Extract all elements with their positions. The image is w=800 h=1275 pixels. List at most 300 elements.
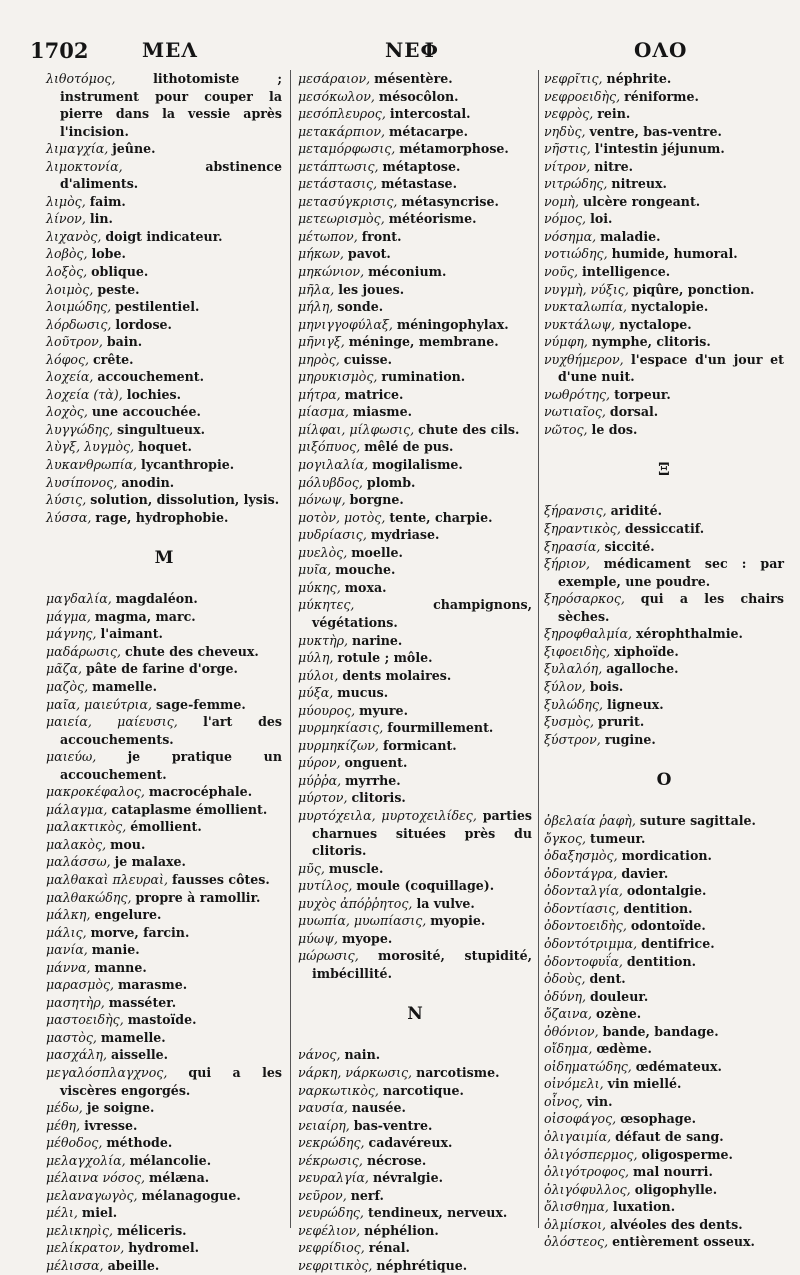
french-definition: mal nourri.: [633, 1164, 713, 1180]
french-definition: parties charnues situées près du clitoris.: [312, 807, 532, 859]
greek-headword: μαγδαλία,: [46, 591, 116, 607]
greek-headword: μαλάσσω,: [46, 854, 115, 870]
dictionary-entry: [544, 1198, 784, 1216]
column-divider: [538, 70, 539, 1228]
french-definition: rumination.: [381, 369, 466, 385]
french-definition: formicant.: [382, 737, 457, 753]
dictionary-entry: [544, 1075, 784, 1093]
dictionary-entry: [544, 643, 784, 661]
dictionary-entry: [298, 438, 532, 456]
dictionary-entry: [46, 818, 282, 836]
dictionary-entry: [544, 502, 784, 520]
dictionary-entry: [298, 368, 532, 386]
greek-headword: ὀλιγόσπερμος,: [544, 1146, 642, 1162]
dictionary-entry: [298, 228, 532, 246]
dictionary-entry: [544, 281, 784, 299]
french-definition: anodin.: [121, 474, 175, 490]
french-definition: alvéoles des dents.: [610, 1216, 743, 1232]
french-definition: narine.: [352, 632, 403, 648]
column-divider: [290, 70, 291, 1228]
dictionary-entry: [544, 830, 784, 848]
running-head-right: ΟΛΟ: [634, 38, 688, 62]
greek-headword: ξηρόσαρκος,: [544, 591, 641, 607]
french-definition: solution, dissolution, lysis.: [90, 492, 280, 508]
greek-headword: νειαίρη,: [298, 1117, 354, 1133]
dictionary-entry: [298, 754, 532, 772]
dictionary-entry: [544, 1163, 784, 1181]
greek-headword: ὀδοντοφυΐα,: [544, 953, 627, 969]
dictionary-entry: [46, 438, 282, 456]
greek-headword: ὀθόνιον,: [544, 1023, 603, 1039]
dictionary-entry: [298, 386, 532, 404]
greek-headword: μανία,: [46, 942, 92, 958]
dictionary-entry: [298, 1064, 532, 1082]
greek-headword: μίασμα,: [298, 404, 353, 420]
dictionary-entry: [298, 1169, 532, 1187]
french-definition: myure.: [359, 702, 408, 718]
greek-headword: μάγνης,: [46, 626, 101, 642]
greek-headword: λυκανθρωπία,: [46, 457, 142, 473]
dictionary-entry: [46, 994, 282, 1012]
dictionary-entry: [544, 1023, 784, 1041]
french-definition: bois.: [589, 678, 624, 694]
french-definition: doigt indicateur.: [105, 228, 223, 244]
french-definition: magma, marc.: [94, 608, 196, 624]
dictionary-entry: [46, 941, 282, 959]
french-definition: mélanagogue.: [141, 1187, 241, 1203]
french-definition: nitre.: [594, 158, 634, 174]
dictionary-entry: [298, 1257, 532, 1275]
dictionary-entry: [46, 228, 282, 246]
french-definition: crête.: [93, 351, 134, 367]
greek-headword: νεφριτικὸς,: [298, 1258, 377, 1273]
french-definition: myrrhe.: [345, 772, 401, 788]
dictionary-entry: [298, 298, 532, 316]
greek-headword: νευρώδης,: [298, 1205, 368, 1221]
french-definition: métaptose.: [382, 158, 461, 174]
french-definition: suture sagittale.: [639, 813, 756, 829]
dictionary-entry: [544, 538, 784, 556]
greek-headword: μεσόπλευρος,: [298, 106, 390, 122]
french-definition: tente, charpie.: [389, 509, 493, 525]
greek-headword: ξηραντικὸς,: [544, 521, 625, 537]
greek-headword: νεκρώδης,: [298, 1135, 369, 1151]
greek-headword: ὀβελαία ῥαφὴ,: [544, 813, 640, 829]
french-definition: ulcère rongeant.: [582, 193, 701, 209]
french-definition: méliceris.: [117, 1222, 187, 1238]
greek-headword: μασχάλη,: [46, 1047, 111, 1063]
dictionary-entry: [46, 281, 282, 299]
dictionary-entry: [298, 1239, 532, 1257]
dictionary-entry: [46, 245, 282, 263]
french-definition: mastoïde.: [127, 1012, 197, 1028]
french-definition: macrocéphale.: [148, 784, 253, 800]
french-definition: luxation.: [612, 1199, 676, 1215]
dictionary-entry: [298, 702, 532, 720]
greek-headword: ὀδοντοειδὴς,: [544, 918, 631, 934]
french-definition: douleur.: [590, 988, 649, 1004]
dictionary-entry: [46, 1239, 282, 1257]
greek-headword: μεγαλόσπλαγχνος,: [46, 1064, 189, 1080]
greek-headword: ξηροφθαλμία,: [544, 626, 636, 642]
greek-headword: ὄζαινα,: [544, 1006, 597, 1022]
french-definition: vin.: [586, 1093, 613, 1109]
dictionary-entry: [46, 1204, 282, 1222]
french-definition: peste.: [97, 281, 140, 297]
greek-headword: μαῖα, μαιεύτρια,: [46, 696, 156, 712]
section-letter-m: M: [154, 548, 174, 569]
greek-headword: μάλις,: [46, 924, 91, 940]
greek-headword: μάννα,: [46, 959, 95, 975]
dictionary-entry: [298, 930, 532, 948]
french-definition: miasme.: [352, 404, 413, 420]
greek-headword: νυκταλωπία,: [544, 299, 632, 315]
greek-headword: ξυλαλόη,: [544, 661, 607, 677]
dictionary-entry: [544, 351, 784, 386]
dictionary-entry: [298, 1222, 532, 1240]
dictionary-entry: [46, 351, 282, 369]
greek-headword: μυκτὴρ,: [298, 632, 353, 648]
dictionary-entry: [298, 561, 532, 579]
greek-headword: νωθρότης,: [544, 386, 615, 402]
dictionary-entry: [544, 812, 784, 830]
dictionary-entry: [544, 1005, 784, 1023]
french-definition: dent.: [589, 971, 626, 987]
greek-headword: μῦς,: [298, 860, 329, 876]
greek-headword: νῶτος,: [544, 421, 592, 437]
dictionary-entry: [46, 783, 282, 801]
dictionary-entry: [46, 316, 282, 334]
french-definition: singultueux.: [117, 421, 205, 437]
dictionary-entry: [298, 456, 532, 474]
dictionary-entry: [298, 281, 532, 299]
french-definition: métastase.: [381, 176, 457, 192]
french-definition: sage-femme.: [156, 696, 246, 712]
running-head-center: ΝΕΦ: [385, 38, 439, 62]
dictionary-entry: [298, 333, 532, 351]
greek-headword: ὀδύνη,: [544, 988, 591, 1004]
greek-headword: ὀδαξησμὸς,: [544, 848, 622, 864]
french-definition: clitoris.: [351, 790, 406, 806]
column-1: [46, 70, 282, 1275]
french-definition: fourmillement.: [387, 720, 494, 736]
dictionary-entry: [46, 643, 282, 661]
french-definition: cataplasme émollient.: [111, 801, 268, 817]
french-definition: narcotisme.: [416, 1064, 500, 1080]
dictionary-entry: [46, 625, 282, 643]
greek-headword: μῆνιγξ,: [298, 334, 349, 350]
dictionary-entry: [46, 1187, 282, 1205]
greek-headword: λοχὸς,: [46, 404, 92, 420]
dictionary-entry: [298, 667, 532, 685]
dictionary-entry: [298, 544, 532, 562]
dictionary-entry: [544, 1128, 784, 1146]
greek-headword: ξυλώδης,: [544, 696, 608, 712]
dictionary-entry: [544, 1146, 784, 1164]
french-definition: humide, humoral.: [611, 246, 738, 262]
dictionary-entry: [544, 520, 784, 538]
french-definition: manne.: [94, 959, 147, 975]
french-definition: chute des cheveux.: [125, 643, 259, 659]
french-definition: métamorphose.: [399, 141, 509, 157]
dictionary-entry: [298, 351, 532, 369]
dictionary-entry: [544, 210, 784, 228]
dictionary-entry: [544, 88, 784, 106]
french-definition: nyctalopie.: [631, 299, 709, 315]
greek-headword: μόλυβδος,: [298, 474, 367, 490]
french-definition: lycanthropie.: [141, 457, 235, 473]
greek-headword: μυελὸς,: [298, 544, 352, 560]
dictionary-entry: [544, 988, 784, 1006]
french-definition: mamelle.: [100, 1029, 166, 1045]
greek-headword: ξύλον,: [544, 678, 590, 694]
dictionary-entry: [544, 1093, 784, 1111]
french-definition: aisselle.: [110, 1047, 169, 1063]
greek-headword: μηνιγγοφύλαξ,: [298, 316, 397, 332]
french-definition: bande, bandage.: [602, 1023, 719, 1039]
greek-headword: μύξα,: [298, 685, 338, 701]
french-definition: odontalgie.: [626, 883, 707, 899]
dictionary-entry: [46, 871, 282, 889]
greek-headword: μέλι,: [46, 1205, 82, 1221]
french-definition: xiphoïde.: [614, 643, 679, 659]
french-definition: dessiccatif.: [624, 521, 705, 537]
dictionary-entry: [298, 649, 532, 667]
greek-headword: ὀδοντίασις,: [544, 900, 624, 916]
dictionary-entry: [298, 509, 532, 527]
greek-headword: νευραλγία,: [298, 1170, 373, 1186]
dictionary-entry: [544, 70, 784, 88]
dictionary-entry: [298, 1099, 532, 1117]
french-definition: néphrétique.: [376, 1258, 468, 1273]
french-definition: magdaléon.: [115, 591, 198, 607]
dictionary-entry: [298, 1152, 532, 1170]
french-definition: médicament sec : par exemple, une poudre.: [558, 556, 784, 589]
greek-headword: μαιεύω,: [46, 749, 128, 765]
dictionary-entry: [46, 1099, 282, 1117]
french-definition: néphélion.: [364, 1222, 439, 1238]
greek-headword: μώρωσις,: [298, 948, 379, 964]
dictionary-entry: [46, 403, 282, 421]
french-definition: rénal.: [368, 1240, 410, 1256]
dictionary-entry: [544, 555, 784, 590]
greek-headword: μαλακτικὸς,: [46, 819, 131, 835]
french-definition: mésocôlon.: [378, 88, 459, 104]
french-definition: mêlé de pus.: [364, 439, 454, 455]
dictionary-entry: [298, 912, 532, 930]
french-definition: méningophylax.: [396, 316, 509, 332]
greek-headword: μαδάρωσις,: [46, 643, 126, 659]
dictionary-entry: [298, 316, 532, 334]
greek-headword: λοξὸς,: [46, 264, 92, 280]
dictionary-entry: [544, 316, 784, 334]
dictionary-entry: [544, 847, 784, 865]
dictionary-entry: [298, 210, 532, 228]
dictionary-entry: [544, 625, 784, 643]
dictionary-entry: [46, 748, 282, 783]
dictionary-entry: [544, 386, 784, 404]
section-letter-o: O: [656, 770, 672, 791]
dictionary-entry: [298, 175, 532, 193]
page-number: 1702: [30, 38, 89, 63]
dictionary-entry: [544, 1110, 784, 1128]
greek-headword: νεφρίδιος,: [298, 1240, 369, 1256]
french-definition: mordication.: [621, 848, 712, 864]
greek-headword: μαστοειδὴς,: [46, 1012, 128, 1028]
dictionary-entry: [544, 123, 784, 141]
dictionary-entry: [544, 105, 784, 123]
greek-headword: μᾶζα,: [46, 661, 87, 677]
french-definition: davier.: [621, 865, 669, 881]
dictionary-entry: [544, 1233, 784, 1251]
dictionary-entry: [46, 509, 282, 527]
greek-headword: νύμφη,: [544, 334, 592, 350]
dictionary-entry: [544, 696, 784, 714]
greek-headword: μιξόπυος,: [298, 439, 365, 455]
greek-headword: λοιμώδης,: [46, 299, 116, 315]
greek-headword: μακροκέφαλος,: [46, 784, 149, 800]
french-definition: intelligence.: [581, 264, 671, 280]
dictionary-entry: [46, 298, 282, 316]
french-definition: lithotomiste ; instrument pour couper la pierre dans la vessie après l'incision.: [60, 71, 282, 139]
french-definition: bain.: [106, 334, 143, 350]
dictionary-entry: [544, 158, 784, 176]
dictionary-entry: [46, 1064, 282, 1099]
dictionary-entry: [46, 590, 282, 608]
greek-headword: μετεωρισμὸς,: [298, 211, 389, 227]
page-header: [0, 38, 800, 68]
greek-headword: λιμαγχία,: [46, 141, 113, 157]
greek-headword: νυκτάλωψ,: [544, 316, 620, 332]
greek-headword: ὀδοντάγρα,: [544, 865, 622, 881]
dictionary-entry: [46, 1169, 282, 1187]
french-definition: lin.: [89, 211, 113, 227]
dictionary-entry: [46, 959, 282, 977]
greek-headword: ὄλισθημα,: [544, 1199, 613, 1215]
french-definition: rage, hydrophobie.: [95, 509, 229, 525]
french-definition: métacarpe.: [389, 123, 469, 139]
dictionary-entry: [298, 105, 532, 123]
french-definition: pâte de farine d'orge.: [86, 661, 238, 677]
dictionary-entry: [46, 1222, 282, 1240]
greek-headword: ὀλιγαιμία,: [544, 1128, 616, 1144]
greek-headword: ξύστρον,: [544, 731, 605, 747]
greek-headword: μίλφαι, μίλφωσις,: [298, 421, 419, 437]
greek-headword: μύρον,: [298, 755, 345, 771]
greek-headword: λοιμὸς,: [46, 281, 98, 297]
french-definition: émollient.: [130, 819, 202, 835]
french-definition: névralgie.: [372, 1170, 443, 1186]
dictionary-entry: [46, 421, 282, 439]
greek-headword: ξήρανσις,: [544, 503, 611, 519]
greek-headword: νιτρώδης,: [544, 176, 612, 192]
greek-headword: μελίκρατον,: [46, 1240, 129, 1256]
dictionary-entry: [298, 526, 532, 544]
french-definition: plomb.: [366, 474, 416, 490]
greek-headword: νόσημα,: [544, 228, 601, 244]
greek-headword: νόμος,: [544, 211, 591, 227]
greek-headword: οἰσοφάγος,: [544, 1111, 621, 1127]
dictionary-entry: [298, 807, 532, 860]
french-definition: moxa.: [344, 579, 387, 595]
greek-headword: νωτιαῖος,: [544, 404, 610, 420]
french-definition: abeille.: [107, 1258, 160, 1273]
french-definition: lobe.: [91, 246, 126, 262]
greek-headword: ὀλιγόφυλλος,: [544, 1181, 635, 1197]
dictionary-entry: [46, 1152, 282, 1170]
french-definition: œsophage.: [620, 1111, 696, 1127]
greek-headword: ξηρασία,: [544, 538, 605, 554]
greek-headword: μαλακὸς,: [46, 836, 111, 852]
french-definition: mélæna.: [149, 1170, 210, 1186]
greek-headword: μέθη,: [46, 1117, 85, 1133]
dictionary-entry: [46, 976, 282, 994]
french-definition: œdémateux.: [635, 1058, 722, 1074]
greek-headword: μυῖα,: [298, 562, 336, 578]
dictionary-entry: [544, 953, 784, 971]
dictionary-entry: [46, 210, 282, 228]
greek-headword: μύλοι,: [298, 667, 343, 683]
greek-headword: μάλαγμα,: [46, 801, 112, 817]
french-definition: mouche.: [335, 562, 396, 578]
greek-headword: λὺγξ, λυγμὸς,: [46, 439, 139, 455]
dictionary-entry: [544, 421, 784, 439]
dictionary-entry: [298, 1134, 532, 1152]
greek-headword: μαλθακαὶ πλευραὶ,: [46, 871, 172, 887]
greek-headword: μετάστασις,: [298, 176, 382, 192]
greek-headword: ναυσία,: [298, 1100, 352, 1116]
french-definition: faim.: [89, 193, 126, 209]
greek-headword: μασητὴρ,: [46, 994, 109, 1010]
column-2: [298, 70, 532, 1275]
dictionary-entry: [544, 678, 784, 696]
greek-headword: μύῤῥα,: [298, 772, 346, 788]
french-definition: champignons, végétations.: [312, 597, 532, 630]
dictionary-entry: [298, 860, 532, 878]
greek-headword: νεφέλιον,: [298, 1222, 365, 1238]
french-definition: mésentère.: [374, 71, 453, 86]
greek-headword: μυρμηκίασις,: [298, 720, 388, 736]
french-definition: je soigne.: [86, 1100, 155, 1116]
french-definition: je malaxe.: [114, 854, 186, 870]
greek-headword: λιμοκτονία,: [46, 158, 206, 174]
french-definition: dentifrice.: [641, 935, 715, 951]
french-definition: œdème.: [596, 1041, 652, 1057]
greek-headword: μέθοδος,: [46, 1135, 107, 1151]
greek-headword: μύκητες,: [298, 597, 434, 613]
greek-headword: μυωπία, μυωπίασις,: [298, 913, 431, 929]
dictionary-entry: [298, 947, 532, 982]
greek-headword: μάγμα,: [46, 608, 95, 624]
greek-headword: μέλισσα,: [46, 1258, 108, 1273]
french-definition: nymphe, clitoris.: [591, 334, 711, 350]
french-definition: mélancolie.: [129, 1152, 212, 1168]
french-definition: matrice.: [344, 386, 404, 402]
greek-headword: νεῦρον,: [298, 1187, 351, 1203]
greek-headword: οἴδημα,: [544, 1041, 597, 1057]
dictionary-entry: [298, 632, 532, 650]
dictionary-entry: [544, 403, 784, 421]
french-definition: dentition.: [623, 900, 693, 916]
french-definition: une accouchée.: [91, 404, 201, 420]
french-definition: ozène.: [596, 1006, 642, 1022]
dictionary-entry: [544, 660, 784, 678]
french-definition: méconium.: [368, 264, 447, 280]
dictionary-entry: [298, 1082, 532, 1100]
dictionary-entry: [298, 895, 532, 913]
greek-headword: μετάπτωσις,: [298, 158, 383, 174]
french-definition: masséter.: [108, 994, 177, 1010]
